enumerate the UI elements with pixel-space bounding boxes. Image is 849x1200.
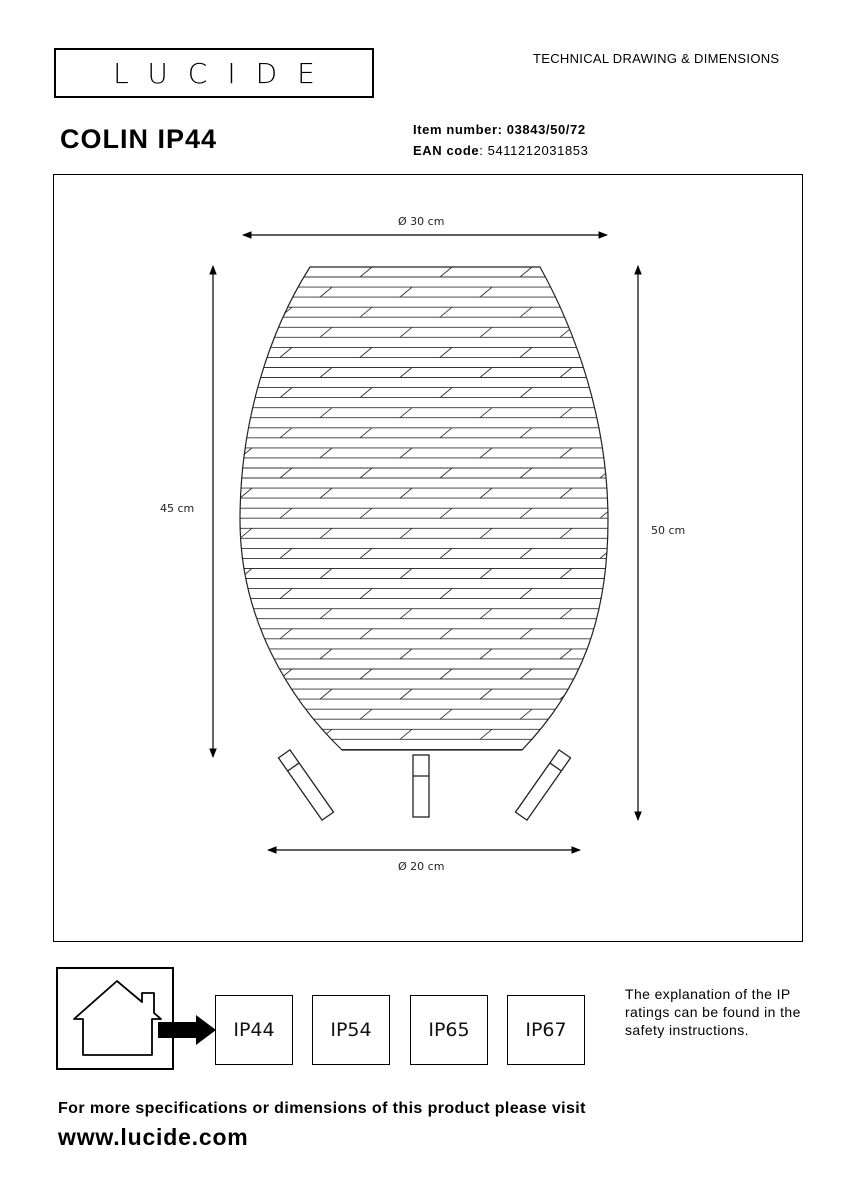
top-diameter-label: Ø 30 cm: [398, 215, 445, 228]
total-height-label: 50 cm: [651, 524, 686, 537]
right-leg: [515, 750, 570, 820]
bottom-diameter-label: Ø 20 cm: [398, 860, 445, 873]
item-number-label: Item number:: [413, 122, 503, 137]
document-type: TECHNICAL DRAWING & DIMENSIONS: [533, 51, 780, 66]
ean-code-value: : 5411212031853: [479, 143, 589, 158]
ip-rating-ip44: IP44: [215, 995, 293, 1065]
ip-rating-ip65: IP65: [410, 995, 488, 1065]
left-leg: [278, 750, 333, 820]
ean-code-label: EAN code: [413, 143, 480, 158]
ip-explanation-note: The explanation of the IP ratings can be found in the safety instructions.: [625, 986, 801, 1038]
lamp-legs: [278, 750, 570, 820]
product-name: COLIN IP44: [60, 124, 218, 154]
indoor-outdoor-box: [56, 967, 174, 1070]
arrow-right-icon: [158, 1015, 218, 1045]
lamp-weave-pattern: [200, 267, 620, 759]
ip-rating-ip67: IP67: [507, 995, 585, 1065]
item-number-value: 03843/50/72: [506, 122, 586, 137]
center-leg: [413, 755, 429, 817]
brand-logo-text: LUCIDE: [113, 56, 335, 90]
footer-text: For more specifications or dimensions of this product please visit: [58, 1100, 586, 1117]
ip-rating-ip54: IP54: [312, 995, 390, 1065]
website-link[interactable]: www.lucide.com: [58, 1124, 249, 1150]
body-height-label: 45 cm: [160, 502, 195, 515]
